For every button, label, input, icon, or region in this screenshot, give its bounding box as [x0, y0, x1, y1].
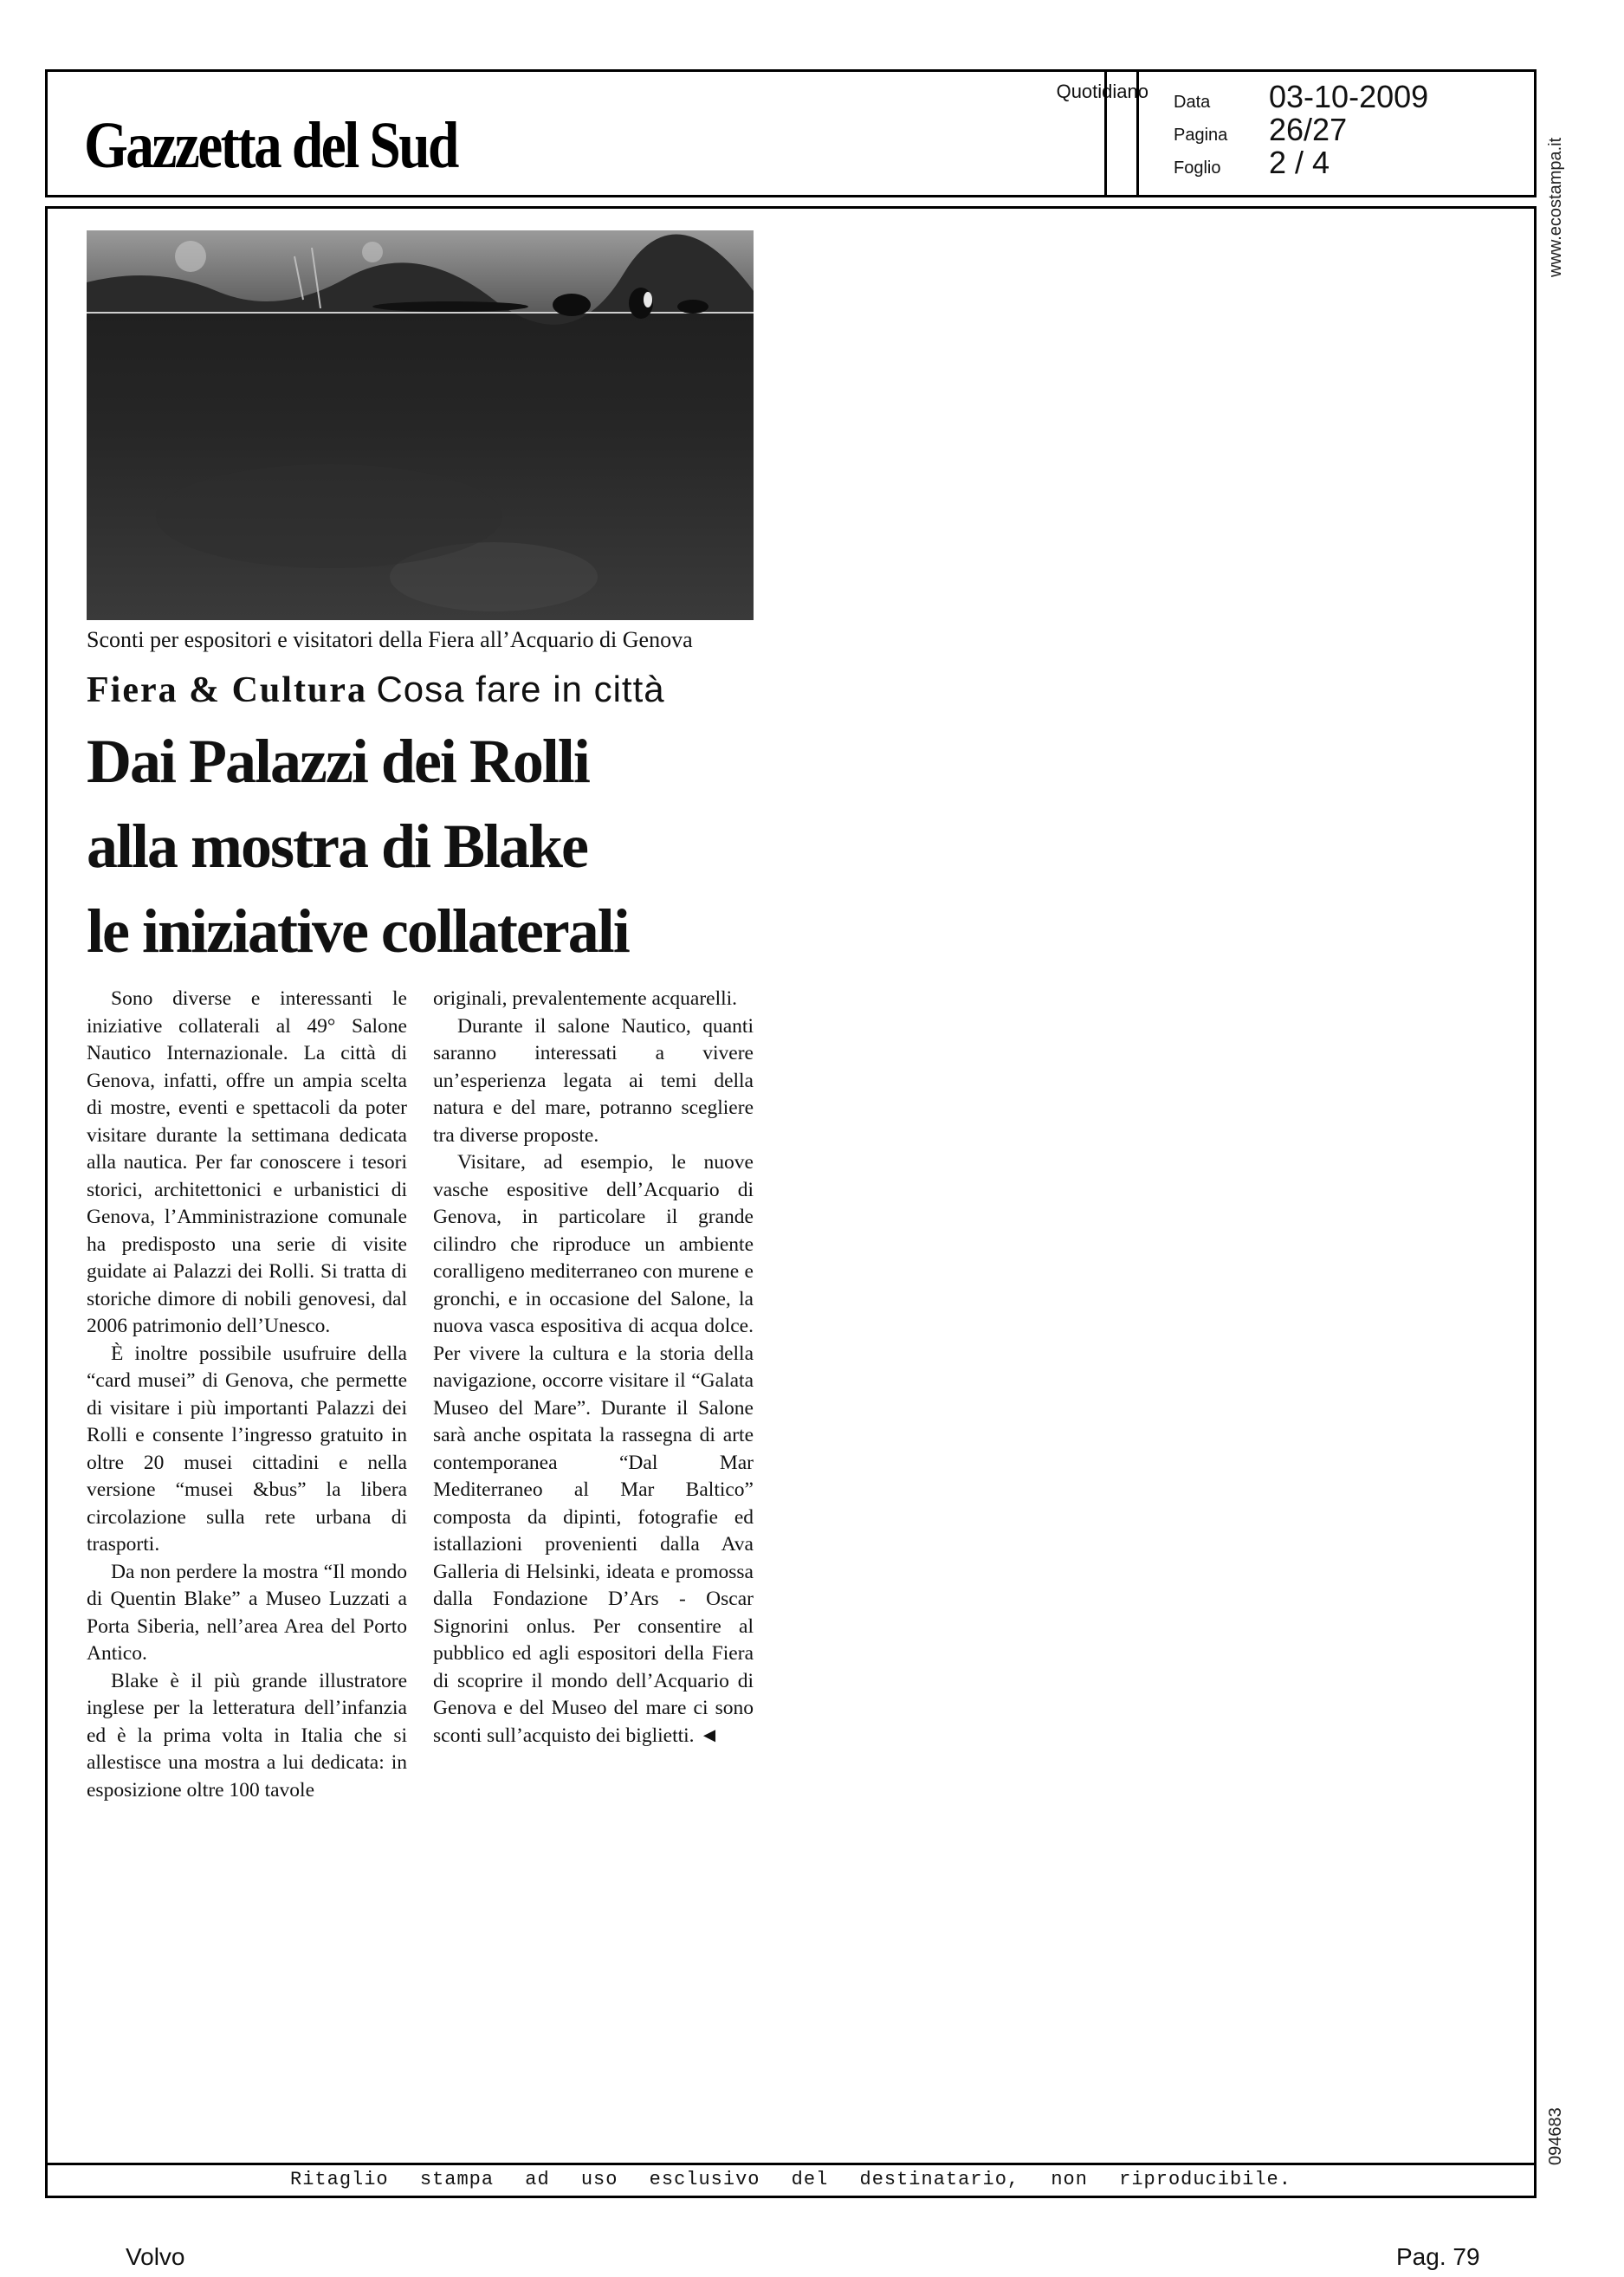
article-kicker [87, 669, 665, 711]
masthead-divider [1104, 69, 1139, 197]
article-photo [87, 230, 754, 620]
masthead [45, 69, 1537, 197]
usage-notice: Ritaglio stampa ad uso esclusivo del destinatario, non riproducibile. [48, 2163, 1534, 2196]
paragraph: Sono diverse e interessanti le iniziative collaterali al 49° Salone Nautico Internazionale. La città di Genova, infatti, offre un ampia scelta di mostre, eventi e spettacoli da poter visitare durante la settimana dedicata alla nautica. Per far conoscere i tesori storici, architettonici e urbanistici di Genova, l’Amministrazione comunale ha predisposto una serie di visite guidate ai Palazzi dei Rolli. Si tratta di storiche dimore di nobili genovesi, dal 2006 patrimonio dell’Unesco. [87, 987, 407, 1337]
meta-label: Foglio [1174, 158, 1221, 178]
kicker-topic: Cosa fare in città [376, 669, 665, 709]
article-column-2 [433, 986, 754, 1750]
aquarium-penguins-image [87, 230, 754, 620]
headline-line: alla mostra di Blake [87, 812, 588, 881]
headline-line: Dai Palazzi dei Rolli [87, 727, 589, 796]
publication-type: Quotidiano [1056, 81, 1148, 102]
paragraph: È inoltre possibile usufruire della “card musei” di Genova, che permette di visitare i più importanti Palazzi dei Rolli e consente l’ingresso gratuito in oltre 20 musei cittadini e nella versione “musei &bus” la libera circolazione sulla rete urbana di trasporti. [87, 1342, 407, 1556]
article-column-1 [87, 986, 407, 1804]
meta-row-sheet [1174, 145, 1428, 178]
paragraph: Durante il salone Nautico, quanti saranno interessati a vivere un’esperienza legata ai temi della natura e del mare, potranno scegliere tra diverse proposte. [433, 1014, 754, 1147]
meta-value: 2 / 4 [1269, 145, 1330, 180]
photo-caption: Sconti per espositori e visitatori della Fiera all’Acquario di Genova [87, 627, 693, 652]
paragraph: Visitare, ad esempio, le nuove vasche espositive dell’Acquario di Genova, in particolare il grande cilindro che riproduce un ambiente coralligeno mediterraneo con murene e gronchi, e in occasione del Salone, la nuova vasca espositiva di acqua dolce. Per vivere la cultura e la storia della navigazione, occorre visitare il “Galata Museo del Mare”. Durante il Salone sarà anche ospitata la rassegna di arte contemporanea “Dal Mar Mediterraneo al Mar Baltico” composta da dipinti, fotografie ed istallazioni provenienti dalla Ava Galleria di Helsinki, ideata e promossa dalla Fondazione D’Ars - Oscar Signorini onlus. Per consentire al pubblico ed agli espositori della Fiera di scoprire il mondo dell’Acquario di Genova e del Museo del mare ci sono sconti sull’acquisto dei biglietti. ◄ [433, 1151, 754, 1747]
meta-value: 26/27 [1269, 112, 1348, 147]
paragraph: Blake è il più grande illustratore inglese per la letteratura dell’infanzia ed è la prima volta in Italia che si allestisce una mostra a lui dedicata: in esposizione oltre 100 tavole [87, 1669, 407, 1802]
page-footer-client: Volvo [126, 2243, 185, 2270]
meta-value: 03-10-2009 [1269, 79, 1429, 114]
meta-row-date [1174, 79, 1428, 112]
side-document-code: 094683 [1546, 2107, 1565, 2165]
side-website-label: www.ecostampa.it [1546, 137, 1565, 277]
masthead-meta [1174, 79, 1428, 178]
paragraph: originali, prevalentemente acquarelli. [433, 987, 738, 1010]
paragraph: Da non perdere la mostra “Il mondo di Quentin Blake” a Museo Luzzati a Porta Siberia, nell’area Area del Porto Antico. [87, 1560, 407, 1665]
newspaper-logo: Gazzetta del Sud [84, 109, 457, 182]
meta-label: Data [1174, 93, 1211, 112]
headline-line: le iniziative collaterali [87, 896, 629, 966]
article-headline [87, 719, 780, 974]
kicker-section: Fiera & Cultura [87, 670, 367, 710]
meta-row-page [1174, 112, 1428, 145]
page-footer-number: Pag. 79 [1396, 2243, 1480, 2270]
meta-label: Pagina [1174, 126, 1228, 145]
